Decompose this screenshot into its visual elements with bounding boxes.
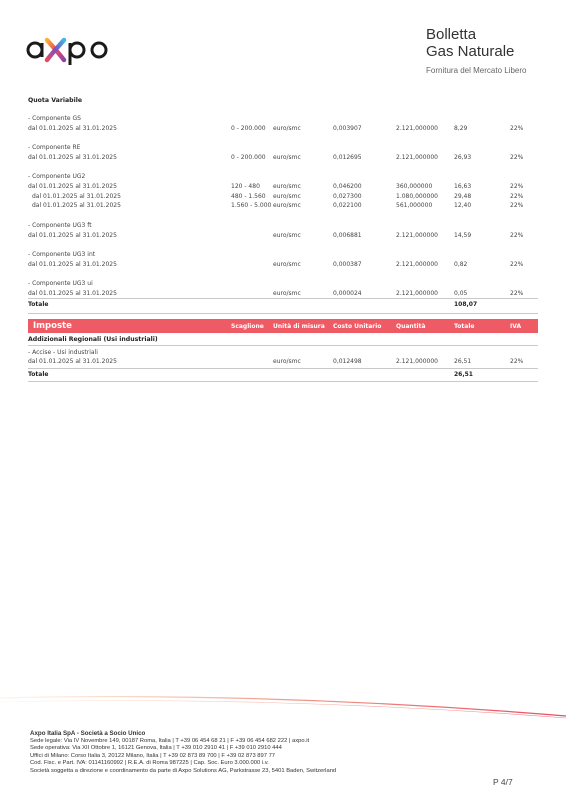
cell-tot: 8,29 [454, 125, 468, 132]
total-label: Totale [28, 371, 49, 378]
divider [28, 313, 538, 314]
cell-um: euro/smc [273, 358, 301, 365]
cell-iva: 22% [510, 125, 524, 132]
cell-desc: - Componente RE [28, 144, 81, 151]
page-number: P 4/7 [493, 777, 513, 787]
cell-tot: 12,40 [454, 202, 472, 209]
cell-tot: 26,51 [454, 358, 472, 365]
cell-iva: 22% [510, 290, 524, 297]
cell-qt: 2.121,000000 [396, 154, 438, 161]
cell-desc: - Accise - Usi industriali [28, 349, 98, 356]
section-title-quota-variabile: Quota Variabile [28, 97, 83, 104]
title-line-1: Bolletta [426, 26, 477, 43]
cell-iva: 22% [510, 202, 524, 209]
cell-qt: 2.121,000000 [396, 125, 438, 132]
total-label: Totale [28, 301, 49, 308]
cell-cu: 0,003907 [333, 125, 362, 132]
cell-sc: 120 - 480 [231, 183, 260, 190]
cell-desc: - Componente GS [28, 115, 81, 122]
cell-cu: 0,022100 [333, 202, 362, 209]
cell-cu: 0,027300 [333, 193, 362, 200]
quota-total-row [28, 301, 538, 311]
imposte-header-bar [28, 319, 538, 333]
cell-iva: 22% [510, 193, 524, 200]
table-row [28, 154, 538, 164]
header-quantita: Quantità [396, 322, 426, 330]
title-line-2: Gas Naturale [426, 43, 515, 60]
cell-cu: 0,012498 [333, 358, 362, 365]
cell-tot: 0,82 [454, 261, 468, 268]
footer-line: Società soggetta a direzione e coordinamento da parte di Axpo Solutions AG, Parkstrasse 23, 5401 Baden, Switzerland [30, 767, 337, 774]
cell-sc: 480 - 1.560 [231, 193, 266, 200]
cell-tot: 14,59 [454, 232, 472, 239]
header-costo-unitario: Costo Unitario [333, 322, 382, 330]
cell-qt: 2.121,000000 [396, 358, 438, 365]
cell-cu: 0,000024 [333, 290, 362, 297]
cell-desc: dal 01.01.2025 al 31.01.2025 [28, 358, 117, 365]
cell-qt: 1.080,000000 [396, 193, 438, 200]
cell-tot: 16,63 [454, 183, 472, 190]
table-row [28, 202, 538, 212]
table-row [28, 125, 538, 135]
cell-desc: dal 01.01.2025 al 31.01.2025 [28, 232, 117, 239]
cell-sc: 1.560 - 5.000 [231, 202, 272, 209]
cell-qt: 561,000000 [396, 202, 433, 209]
cell-um: euro/smc [273, 290, 301, 297]
table-row [28, 144, 538, 154]
table-row [28, 232, 538, 242]
cell-desc: - Componente UG3 ui [28, 280, 93, 287]
cell-desc: dal 01.01.2025 al 31.01.2025 [32, 202, 121, 209]
cell-iva: 22% [510, 183, 524, 190]
cell-desc: - Componente UG2 [28, 173, 86, 180]
cell-tot: 26,93 [454, 154, 472, 161]
cell-tot: 29,48 [454, 193, 472, 200]
cell-cu: 0,006881 [333, 232, 362, 239]
cell-um: euro/smc [273, 202, 301, 209]
cell-iva: 22% [510, 261, 524, 268]
table-row [28, 183, 538, 193]
footer [30, 730, 336, 776]
total-value: 26,51 [454, 371, 473, 378]
cell-iva: 22% [510, 358, 524, 365]
header-totale: Totale [454, 322, 475, 330]
footer-company: Axpo Italia SpA - Società a Socio Unico [30, 730, 146, 737]
total-value: 108,07 [454, 301, 478, 308]
cell-desc: dal 01.01.2025 al 31.01.2025 [28, 290, 117, 297]
cell-um: euro/smc [273, 125, 301, 132]
footer-line: Cod. Fisc. e Part. IVA: 01141160992 | R.E.A. di Roma 987225 | Cap. Soc. Euro 3.000.000 i.v. [30, 760, 269, 767]
cell-iva: 22% [510, 154, 524, 161]
divider [28, 345, 538, 346]
cell-desc: dal 01.01.2025 al 31.01.2025 [28, 261, 117, 268]
cell-um: euro/smc [273, 154, 301, 161]
imposte-title: Imposte [33, 320, 72, 331]
imposte-total-row [28, 371, 538, 381]
footer-line: Sede legale: Via IV Novembre 149, 00187 Roma, Italia | T +39 06 454 68 21 | F +39 06 454 682 222 | axpo.it [30, 737, 310, 744]
cell-um: euro/smc [273, 261, 301, 268]
cell-desc: - Componente UG3 int [28, 251, 96, 258]
cell-um: euro/smc [273, 183, 301, 190]
table-row [28, 251, 538, 261]
table-row [28, 173, 538, 183]
axpo-logo [26, 34, 116, 66]
cell-desc: dal 01.01.2025 al 31.01.2025 [28, 125, 117, 132]
title-subtitle: Fornitura del Mercato Libero [426, 66, 527, 75]
header-unita-misura: Unità di misura [273, 322, 325, 330]
cell-desc: - Componente UG3 ft [28, 222, 92, 229]
cell-sc: 0 - 200.000 [231, 125, 266, 132]
cell-qt: 2.121,000000 [396, 290, 438, 297]
decorative-swoosh [0, 680, 566, 720]
table-row [28, 358, 538, 368]
cell-desc: dal 01.01.2025 al 31.01.2025 [28, 183, 117, 190]
header-scaglione: Scaglione [231, 322, 264, 330]
cell-cu: 0,046200 [333, 183, 362, 190]
footer-line: Uffici di Milano: Corso Italia 3, 20122 Milano, Italia | T +39 02 873 89 700 | F +39 02 873 897 77 [30, 752, 276, 759]
table-row [28, 222, 538, 232]
table-row [28, 115, 538, 125]
cell-cu: 0,012695 [333, 154, 362, 161]
footer-line: Sede operativa: Via XII Ottobre 1, 16121 Genova, Italia | T +39 010 2910 41 | F +39 010 2910 444 [30, 745, 282, 752]
cell-sc: 0 - 200.000 [231, 154, 266, 161]
table-row [28, 261, 538, 271]
header-iva: IVA [510, 322, 522, 330]
cell-iva: 22% [510, 232, 524, 239]
cell-desc: dal 01.01.2025 al 31.01.2025 [28, 154, 117, 161]
cell-um: euro/smc [273, 193, 301, 200]
cell-qt: 2.121,000000 [396, 261, 438, 268]
section-title-addizionali: Addizionali Regionali (Usi industriali) [28, 336, 158, 343]
cell-cu: 0,000387 [333, 261, 362, 268]
divider [28, 368, 538, 369]
cell-um: euro/smc [273, 232, 301, 239]
table-row [28, 280, 538, 290]
cell-qt: 2.121,000000 [396, 232, 438, 239]
document-title [426, 26, 527, 75]
cell-desc: dal 01.01.2025 al 31.01.2025 [32, 193, 121, 200]
cell-qt: 360,000000 [396, 183, 433, 190]
divider [28, 298, 538, 299]
cell-tot: 0,05 [454, 290, 468, 297]
divider [28, 381, 538, 382]
